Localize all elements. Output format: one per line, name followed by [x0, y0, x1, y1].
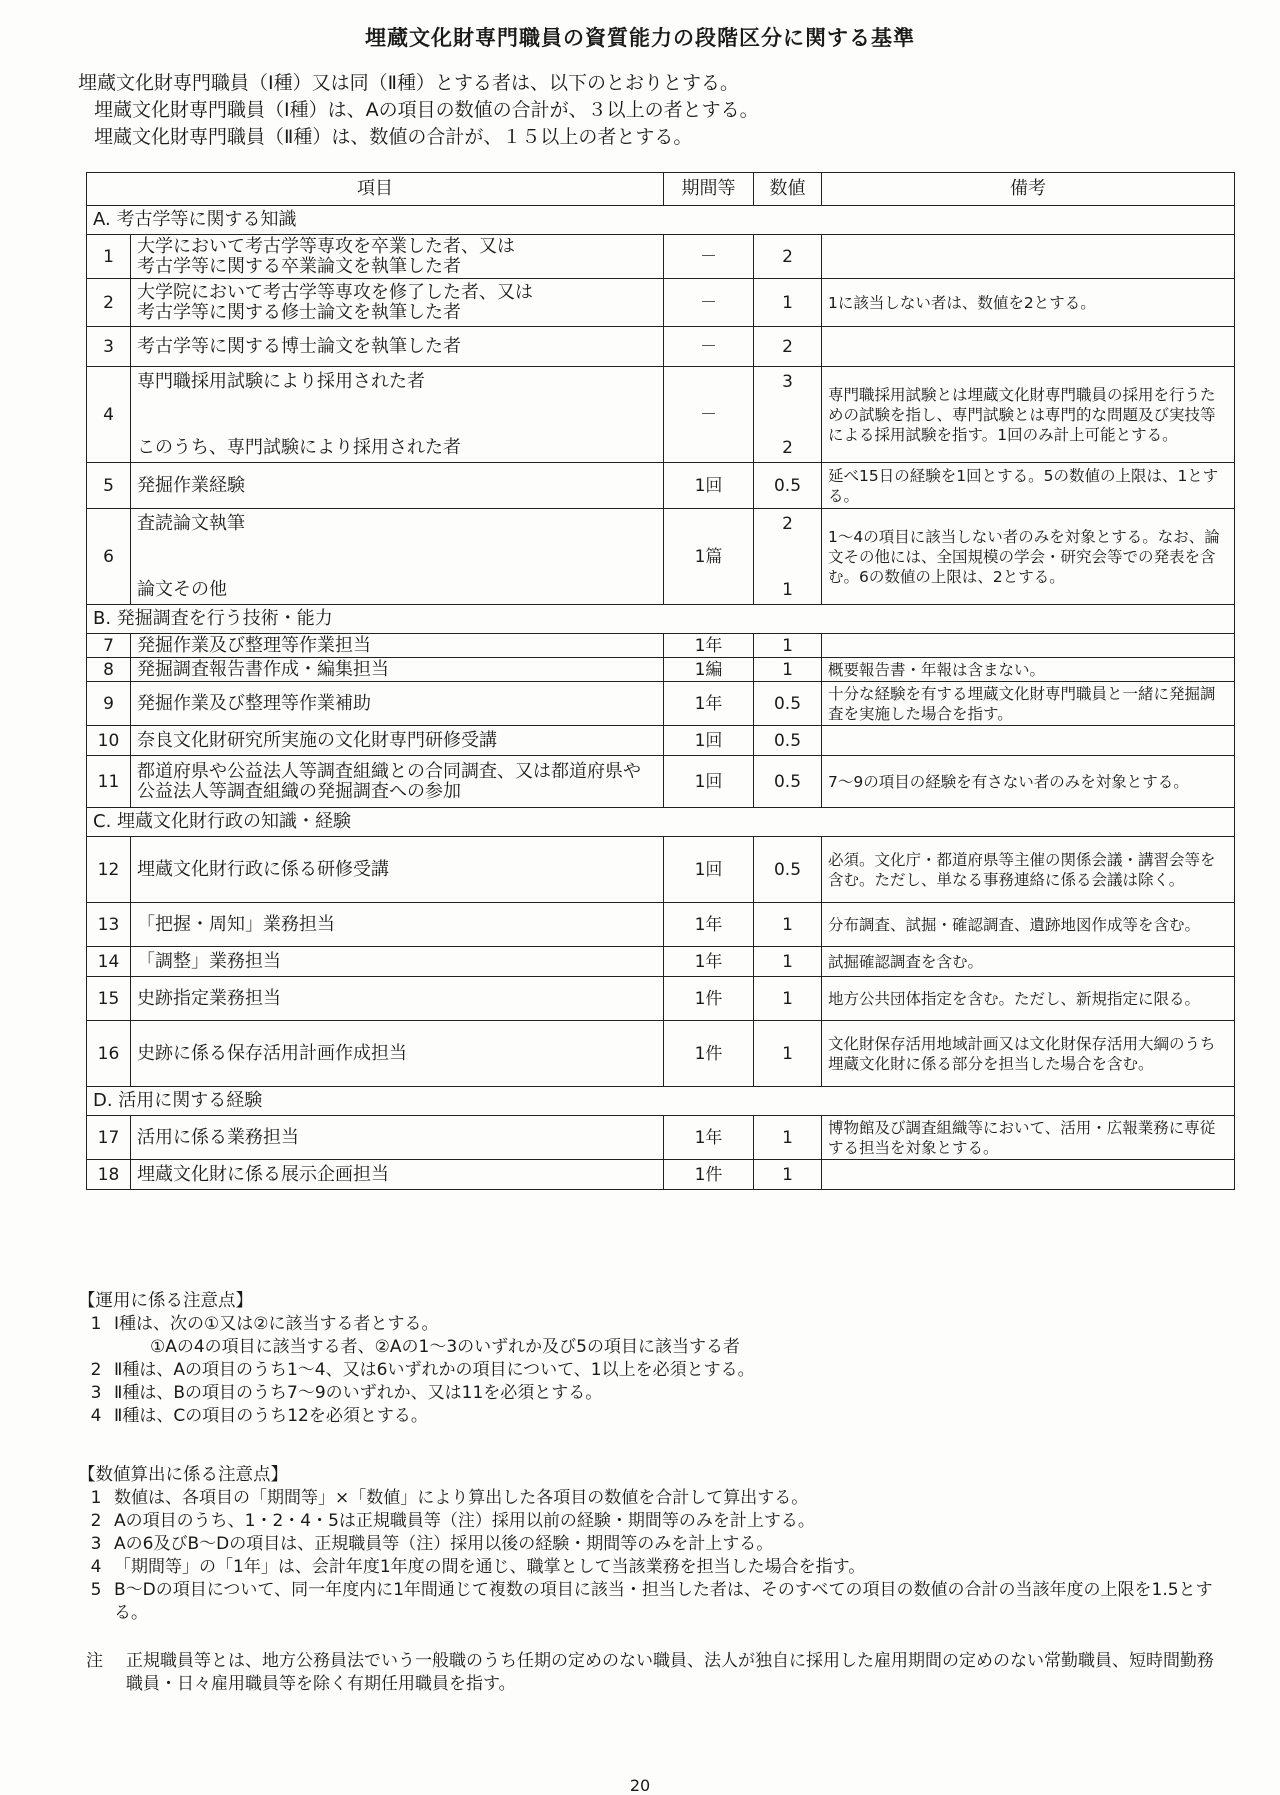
row-number: 15: [87, 977, 131, 1021]
row-number: 4: [87, 367, 131, 463]
item-stack: [137, 514, 657, 600]
row-value: 1: [754, 1116, 822, 1160]
note-number: 3: [90, 1534, 102, 1554]
row-item: 「把握・周知」業務担当: [131, 903, 664, 947]
note-text: B～Dの項目について、同一年度内に1年間通じて複数の項目に該当・担当した者は、そのすべての項目の数値の合計の当該年度の上限を1.5とする。: [114, 1580, 1213, 1623]
table-header-row: [87, 173, 1235, 206]
note-item: [78, 1510, 1228, 1533]
page-number: 20: [629, 1776, 651, 1795]
table-row: [87, 509, 1235, 605]
row-item: 史跡に係る保存活用計画作成担当: [131, 1021, 664, 1087]
section-heading: B. 発掘調査を行う技術・能力: [87, 605, 1235, 634]
row-note: 分布調査、試掘・確認調査、遺跡地図作成等を含む。: [822, 903, 1235, 947]
table-row: [87, 756, 1235, 808]
value-stack: [760, 372, 815, 458]
section-row: [87, 605, 1235, 634]
row-period: 1年: [664, 1116, 754, 1160]
row-number: 5: [87, 463, 131, 509]
row-period: 1件: [664, 1160, 754, 1190]
table-row: [87, 682, 1235, 726]
footnote-mark: 注: [86, 1651, 103, 1671]
row-period: 1件: [664, 1021, 754, 1087]
row-value: 1: [754, 1160, 822, 1190]
note-number: 2: [90, 1511, 102, 1531]
note-item: [78, 1313, 755, 1336]
row-item: 発掘作業及び整理等作業補助: [131, 682, 664, 726]
table-row: [87, 1160, 1235, 1190]
note-text: 数値は、各項目の「期間等」×「数値」により算出した各項目の数値を合計して算出する。: [114, 1488, 809, 1508]
row-note: [822, 634, 1235, 658]
intro-line: 埋蔵文化財専門職員（Ⅰ種）は、Aの項目の数値の合計が、３以上の者とする。: [94, 99, 759, 121]
note-item: [78, 1579, 1228, 1625]
row-item: 考古学等に関する博士論文を執筆した者: [131, 327, 664, 367]
row-note: 延べ15日の経験を1回とする。5の数値の上限は、1とする。: [822, 463, 1235, 509]
item-stack: [137, 372, 657, 458]
row-number: 11: [87, 756, 131, 808]
note-text: ①Aの4の項目に該当する者、②Aの1～3のいずれか及び5の項目に該当する者: [150, 1337, 741, 1357]
calc-notes: [78, 1464, 1228, 1625]
table-row: [87, 463, 1235, 509]
section-heading: C. 埋蔵文化財行政の知識・経験: [87, 808, 1235, 837]
value-line: 2: [782, 437, 793, 458]
row-value: 1: [754, 947, 822, 977]
note-text: Ⅱ種は、Aの項目のうち1～4、又は6いずれかの項目について、1以上を必須とする。: [114, 1360, 755, 1380]
row-note: 必須。文化庁・都道府県等主催の関係会議・講習会等を含む。ただし、単なる事務連絡に係る会議は除く。: [822, 837, 1235, 903]
section-row: [87, 206, 1235, 235]
row-number: 1: [87, 235, 131, 279]
row-number: 10: [87, 726, 131, 756]
note-number: 4: [90, 1406, 102, 1426]
value-stack: [760, 514, 815, 600]
row-value: [754, 367, 822, 463]
row-number: 16: [87, 1021, 131, 1087]
item-line: このうち、専門試験により採用された者: [137, 436, 461, 458]
row-note: 概要報告書・年報は含まない。: [822, 658, 1235, 682]
table-row: [87, 903, 1235, 947]
row-number: 6: [87, 509, 131, 605]
row-item: 埋蔵文化財に係る展示企画担当: [131, 1160, 664, 1190]
header-value: 数値: [754, 173, 822, 206]
note-item: [78, 1487, 1228, 1510]
row-note: [822, 1160, 1235, 1190]
item-line: 専門職採用試験により採用された者: [137, 370, 425, 392]
row-number: 7: [87, 634, 131, 658]
row-period: 1年: [664, 682, 754, 726]
header-period: 期間等: [664, 173, 754, 206]
row-note: 博物館及び調査組織等において、活用・広報業務に専従する担当を対象とする。: [822, 1116, 1235, 1160]
row-item: 史跡指定業務担当: [131, 977, 664, 1021]
row-item: 「調整」業務担当: [131, 947, 664, 977]
row-value: 0.5: [754, 837, 822, 903]
row-item: 発掘調査報告書作成・編集担当: [131, 658, 664, 682]
row-period: －: [664, 235, 754, 279]
section-row: [87, 808, 1235, 837]
note-number: 1: [90, 1488, 102, 1508]
item-line: 論文その他: [137, 578, 227, 600]
row-number: 14: [87, 947, 131, 977]
row-period: 1年: [664, 947, 754, 977]
row-value: 0.5: [754, 756, 822, 808]
intro-line: 埋蔵文化財専門職員（Ⅱ種）は、数値の合計が、１５以上の者とする。: [94, 126, 693, 148]
note-text: Aの項目のうち、1・2・4・5は正規職員等（注）採用以前の経験・期間等のみを計上する。: [114, 1511, 815, 1531]
note-number: 5: [90, 1580, 102, 1600]
row-period: 1編: [664, 658, 754, 682]
calc-notes-heading: 【数値算出に係る注意点】: [78, 1465, 288, 1485]
row-value: [754, 509, 822, 605]
row-number: 12: [87, 837, 131, 903]
row-value: 1: [754, 1021, 822, 1087]
row-period: －: [664, 367, 754, 463]
table-row: [87, 947, 1235, 977]
item-line: 査読論文執筆: [137, 512, 245, 534]
row-period: 1回: [664, 756, 754, 808]
note-item: [78, 1533, 1228, 1556]
row-period: 1回: [664, 463, 754, 509]
page-title: 埋蔵文化財専門職員の資質能力の段階区分に関する基準: [365, 26, 915, 50]
table-row: [87, 279, 1235, 327]
table-row: [87, 235, 1235, 279]
table-row: [87, 837, 1235, 903]
value-line: 3: [782, 371, 793, 392]
header-note: 備考: [822, 173, 1235, 206]
row-item: [131, 367, 664, 463]
row-note: 専門職採用試験とは埋蔵文化財専門職員の採用を行うための試験を指し、専門試験とは専門的な問題及び実技等による採用試験を指す。1回のみ計上可能とする。: [822, 367, 1235, 463]
section-heading: A. 考古学等に関する知識: [87, 206, 1235, 235]
section-row: [87, 1087, 1235, 1116]
row-period: －: [664, 279, 754, 327]
row-note: [822, 726, 1235, 756]
row-note: 地方公共団体指定を含む。ただし、新規指定に限る。: [822, 977, 1235, 1021]
note-number: 1: [90, 1314, 102, 1334]
note-text: Ⅱ種は、Bの項目のうち7～9のいずれか、又は11を必須とする。: [114, 1383, 603, 1403]
row-number: 17: [87, 1116, 131, 1160]
note-item: [78, 1359, 755, 1382]
criteria-table: [86, 172, 1235, 1190]
row-period: 1回: [664, 837, 754, 903]
row-note: 1～4の項目に該当しない者のみを対象とする。なお、論文その他には、全国規模の学会・研究会等での発表を含む。6の数値の上限は、2とする。: [822, 509, 1235, 605]
note-item: [78, 1405, 755, 1428]
row-value: 0.5: [754, 726, 822, 756]
section-heading: D. 活用に関する経験: [87, 1087, 1235, 1116]
operation-notes: [78, 1290, 755, 1428]
row-item: [131, 509, 664, 605]
row-item: 活用に係る業務担当: [131, 1116, 664, 1160]
row-value: 2: [754, 235, 822, 279]
row-value: 1: [754, 634, 822, 658]
row-number: 8: [87, 658, 131, 682]
row-value: 1: [754, 658, 822, 682]
row-item: 大学院において考古学等専攻を修了した者、又は 考古学等に関する修士論文を執筆した者: [131, 279, 664, 327]
row-value: 0.5: [754, 463, 822, 509]
row-number: 3: [87, 327, 131, 367]
row-period: 1年: [664, 634, 754, 658]
row-note: 7～9の項目の経験を有さない者のみを対象とする。: [822, 756, 1235, 808]
row-note: [822, 235, 1235, 279]
row-note: 試掘確認調査を含む。: [822, 947, 1235, 977]
row-item: 奈良文化財研究所実施の文化財専門研修受講: [131, 726, 664, 756]
row-period: 1年: [664, 903, 754, 947]
table-row: [87, 634, 1235, 658]
intro-text: [78, 70, 759, 151]
row-number: 18: [87, 1160, 131, 1190]
row-number: 9: [87, 682, 131, 726]
row-note: [822, 327, 1235, 367]
row-value: 1: [754, 977, 822, 1021]
row-note: 文化財保存活用地域計画又は文化財保存活用大綱のうち埋蔵文化財に係る部分を担当した場合を含む。: [822, 1021, 1235, 1087]
row-period: －: [664, 327, 754, 367]
row-period: 1回: [664, 726, 754, 756]
note-number: 3: [90, 1383, 102, 1403]
footnote: [86, 1650, 1226, 1696]
row-period: 1篇: [664, 509, 754, 605]
row-item: 埋蔵文化財行政に係る研修受講: [131, 837, 664, 903]
table-row: [87, 1021, 1235, 1087]
table-row: [87, 1116, 1235, 1160]
note-number: 2: [90, 1360, 102, 1380]
value-line: 2: [782, 513, 793, 534]
header-item: 項目: [87, 173, 664, 206]
note-item: [78, 1382, 755, 1405]
row-value: 2: [754, 327, 822, 367]
intro-line: 埋蔵文化財専門職員（Ⅰ種）又は同（Ⅱ種）とする者は、以下のとおりとする。: [78, 72, 739, 94]
operation-notes-heading: 【運用に係る注意点】: [78, 1291, 253, 1311]
row-value: 1: [754, 903, 822, 947]
value-line: 1: [782, 579, 793, 600]
note-number: 4: [90, 1557, 102, 1577]
table-row: [87, 977, 1235, 1021]
table-row: [87, 327, 1235, 367]
note-text: Ⅱ種は、Cの項目のうち12を必須とする。: [114, 1406, 428, 1426]
table-row: [87, 658, 1235, 682]
row-item: 都道府県や公益法人等調査組織との合同調査、又は都道府県や公益法人等調査組織の発掘調査への参加: [131, 756, 664, 808]
table-body: [87, 206, 1235, 1190]
row-note: 十分な経験を有する埋蔵文化財専門職員と一緒に発掘調査を実施した場合を指す。: [822, 682, 1235, 726]
table-row: [87, 726, 1235, 756]
note-text: Ⅰ種は、次の①又は②に該当する者とする。: [114, 1314, 439, 1334]
note-item: [78, 1336, 755, 1359]
footnote-text: 正規職員等とは、地方公務員法でいう一般職のうち任期の定めのない職員、法人が独自に採用した雇用期間の定めのない常勤職員、短時間勤務職員・日々雇用職員等を除く有期任用職員を指す。: [126, 1651, 1214, 1694]
note-text: Aの6及びB～Dの項目は、正規職員等（注）採用以後の経験・期間等のみを計上する。: [114, 1534, 774, 1554]
note-text: 「期間等」の「1年」は、会計年度1年度の間を通じ、職掌として当該業務を担当した場合を指す。: [114, 1557, 866, 1577]
table-row: [87, 367, 1235, 463]
row-value: 0.5: [754, 682, 822, 726]
row-item: 大学において考古学等専攻を卒業した者、又は 考古学等に関する卒業論文を執筆した者: [131, 235, 664, 279]
row-number: 2: [87, 279, 131, 327]
row-period: 1件: [664, 977, 754, 1021]
note-item: [78, 1556, 1228, 1579]
row-number: 13: [87, 903, 131, 947]
row-item: 発掘作業及び整理等作業担当: [131, 634, 664, 658]
row-note: 1に該当しない者は、数値を2とする。: [822, 279, 1235, 327]
row-value: 1: [754, 279, 822, 327]
row-item: 発掘作業経験: [131, 463, 664, 509]
